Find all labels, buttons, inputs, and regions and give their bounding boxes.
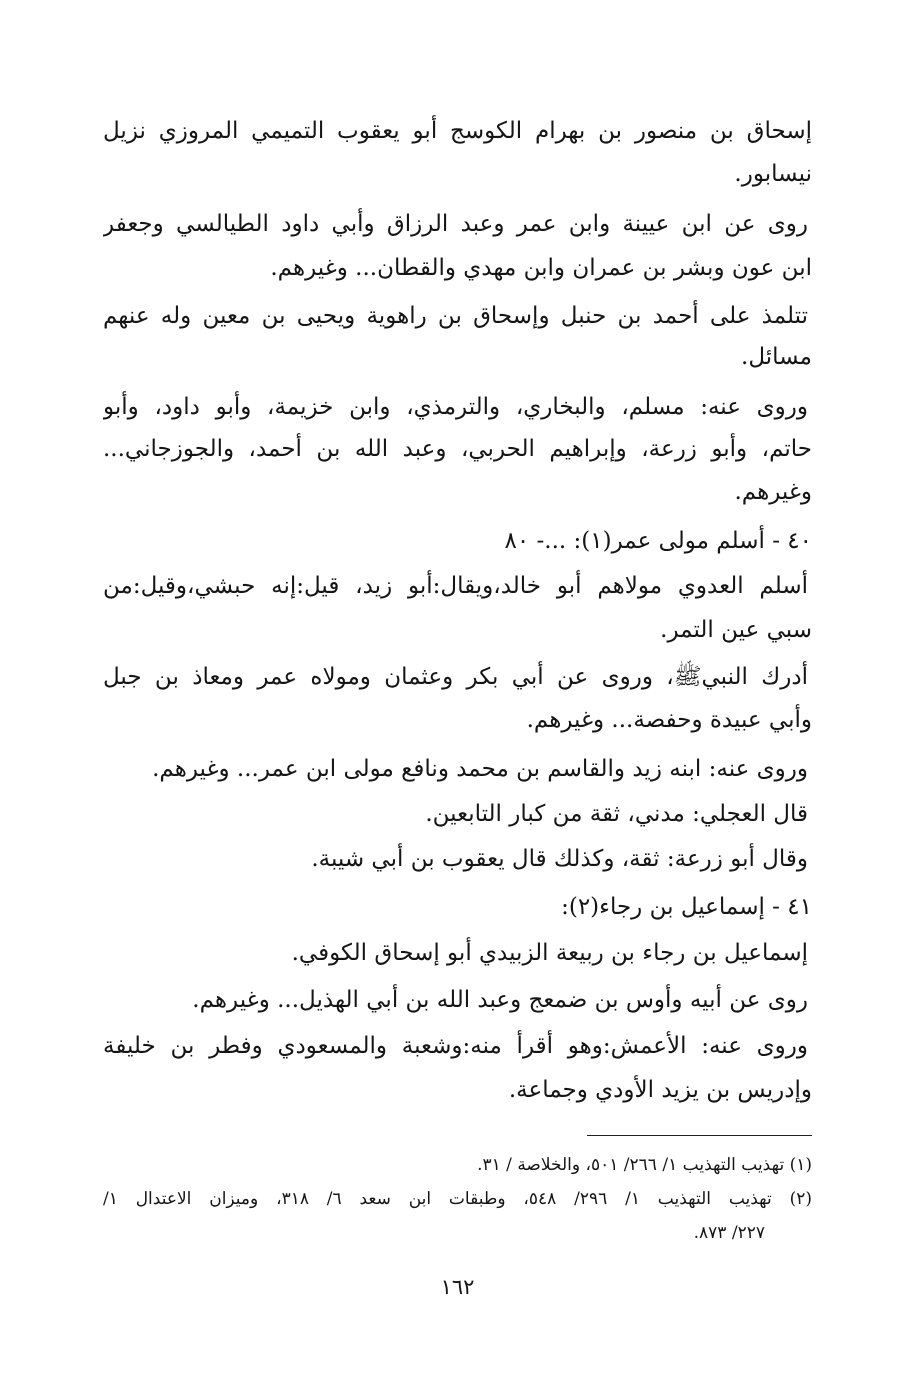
- text-line: روى عن أبيه وأوس بن ضمعج وعبد الله بن أبي الهذيل... وغيرهم.: [192, 987, 808, 1013]
- text-line: وروى عنه: مسلم، والبخاري، والترمذي، وابن خزيمة، وأبو داود، وأبو: [103, 394, 808, 420]
- text-line: سبي عين التمر.: [660, 617, 812, 643]
- text-line: روى عن ابن عيينة وابن عمر وعبد الرزاق وأبي داود الطيالسي وجعفر: [103, 211, 808, 237]
- text-line: مسائل.: [741, 344, 812, 370]
- text-line: وروى عنه: ابنه زيد والقاسم بن محمد ونافع مولى ابن عمر... وغيرهم.: [152, 756, 808, 782]
- footnote: (٢) تهذيب التهذيب ١/ ٢٩٦/ ٥٤٨، وطبقات ابن سعد ٦/ ٣١٨، وميزان الاعتدال ١/: [103, 1189, 812, 1209]
- text-line: أسلم العدوي مولاهم أبو خالد،ويقال:أبو زيد، قيل:إنه حبشي،وقيل:من: [103, 573, 808, 599]
- text-line: وإدريس بن يزيد الأودي وجماعة.: [508, 1077, 812, 1103]
- text-line: ابن عون وبشر بن عمران وابن مهدي والقطان... وغيرهم.: [270, 255, 812, 281]
- text-line: وروى عنه: الأعمش:وهو أقرأ منه:وشعبة والمسعودي وفطر بن خليفة: [103, 1033, 808, 1059]
- footnote: ٢٢٧/ ٨٧٣.: [693, 1223, 765, 1243]
- entry-heading: ٤٠ - أسلم مولى عمر(١): ...- ٨٠: [504, 528, 812, 554]
- text-line: وغيرهم.: [734, 479, 812, 505]
- page-number: ١٦٢: [440, 1275, 475, 1299]
- footnote-rule: [587, 1135, 812, 1136]
- text-line: تتلمذ على أحمد بن حنبل وإسحاق بن راهوية ويحيى بن معين وله عنهم: [103, 303, 808, 329]
- text-line: وأبي عبيدة وحفصة... وغيرهم.: [526, 707, 812, 733]
- entry-heading: ٤١ - إسماعيل بن رجاء(٢):: [561, 894, 812, 920]
- text-line: إسماعيل بن رجاء بن ربيعة الزبيدي أبو إسحاق الكوفي.: [291, 940, 808, 966]
- footnote: (١) تهذيب التهذيب ١/ ٢٦٦/ ٥٠١، والخلاصة / ٣١.: [477, 1155, 812, 1175]
- text-line: قال العجلي: مدني، ثقة من كبار التابعين.: [425, 801, 808, 827]
- text-line: نيسابور.: [734, 161, 812, 187]
- text-line: إسحاق بن منصور بن بهرام الكوسج أبو يعقوب التميمي المروزي نزيل: [103, 118, 812, 144]
- text-line: وقال أبو زرعة: ثقة، وكذلك قال يعقوب بن أبي شيبة.: [311, 846, 808, 872]
- text-line: حاتم، وأبو زرعة، وإبراهيم الحربي، وعبد الله بن أحمد، والجوزجاني...: [103, 436, 812, 462]
- text-line: أدرك النبيﷺ، وروى عن أبي بكر وعثمان ومولاه عمر ومعاذ بن جبل: [103, 664, 808, 690]
